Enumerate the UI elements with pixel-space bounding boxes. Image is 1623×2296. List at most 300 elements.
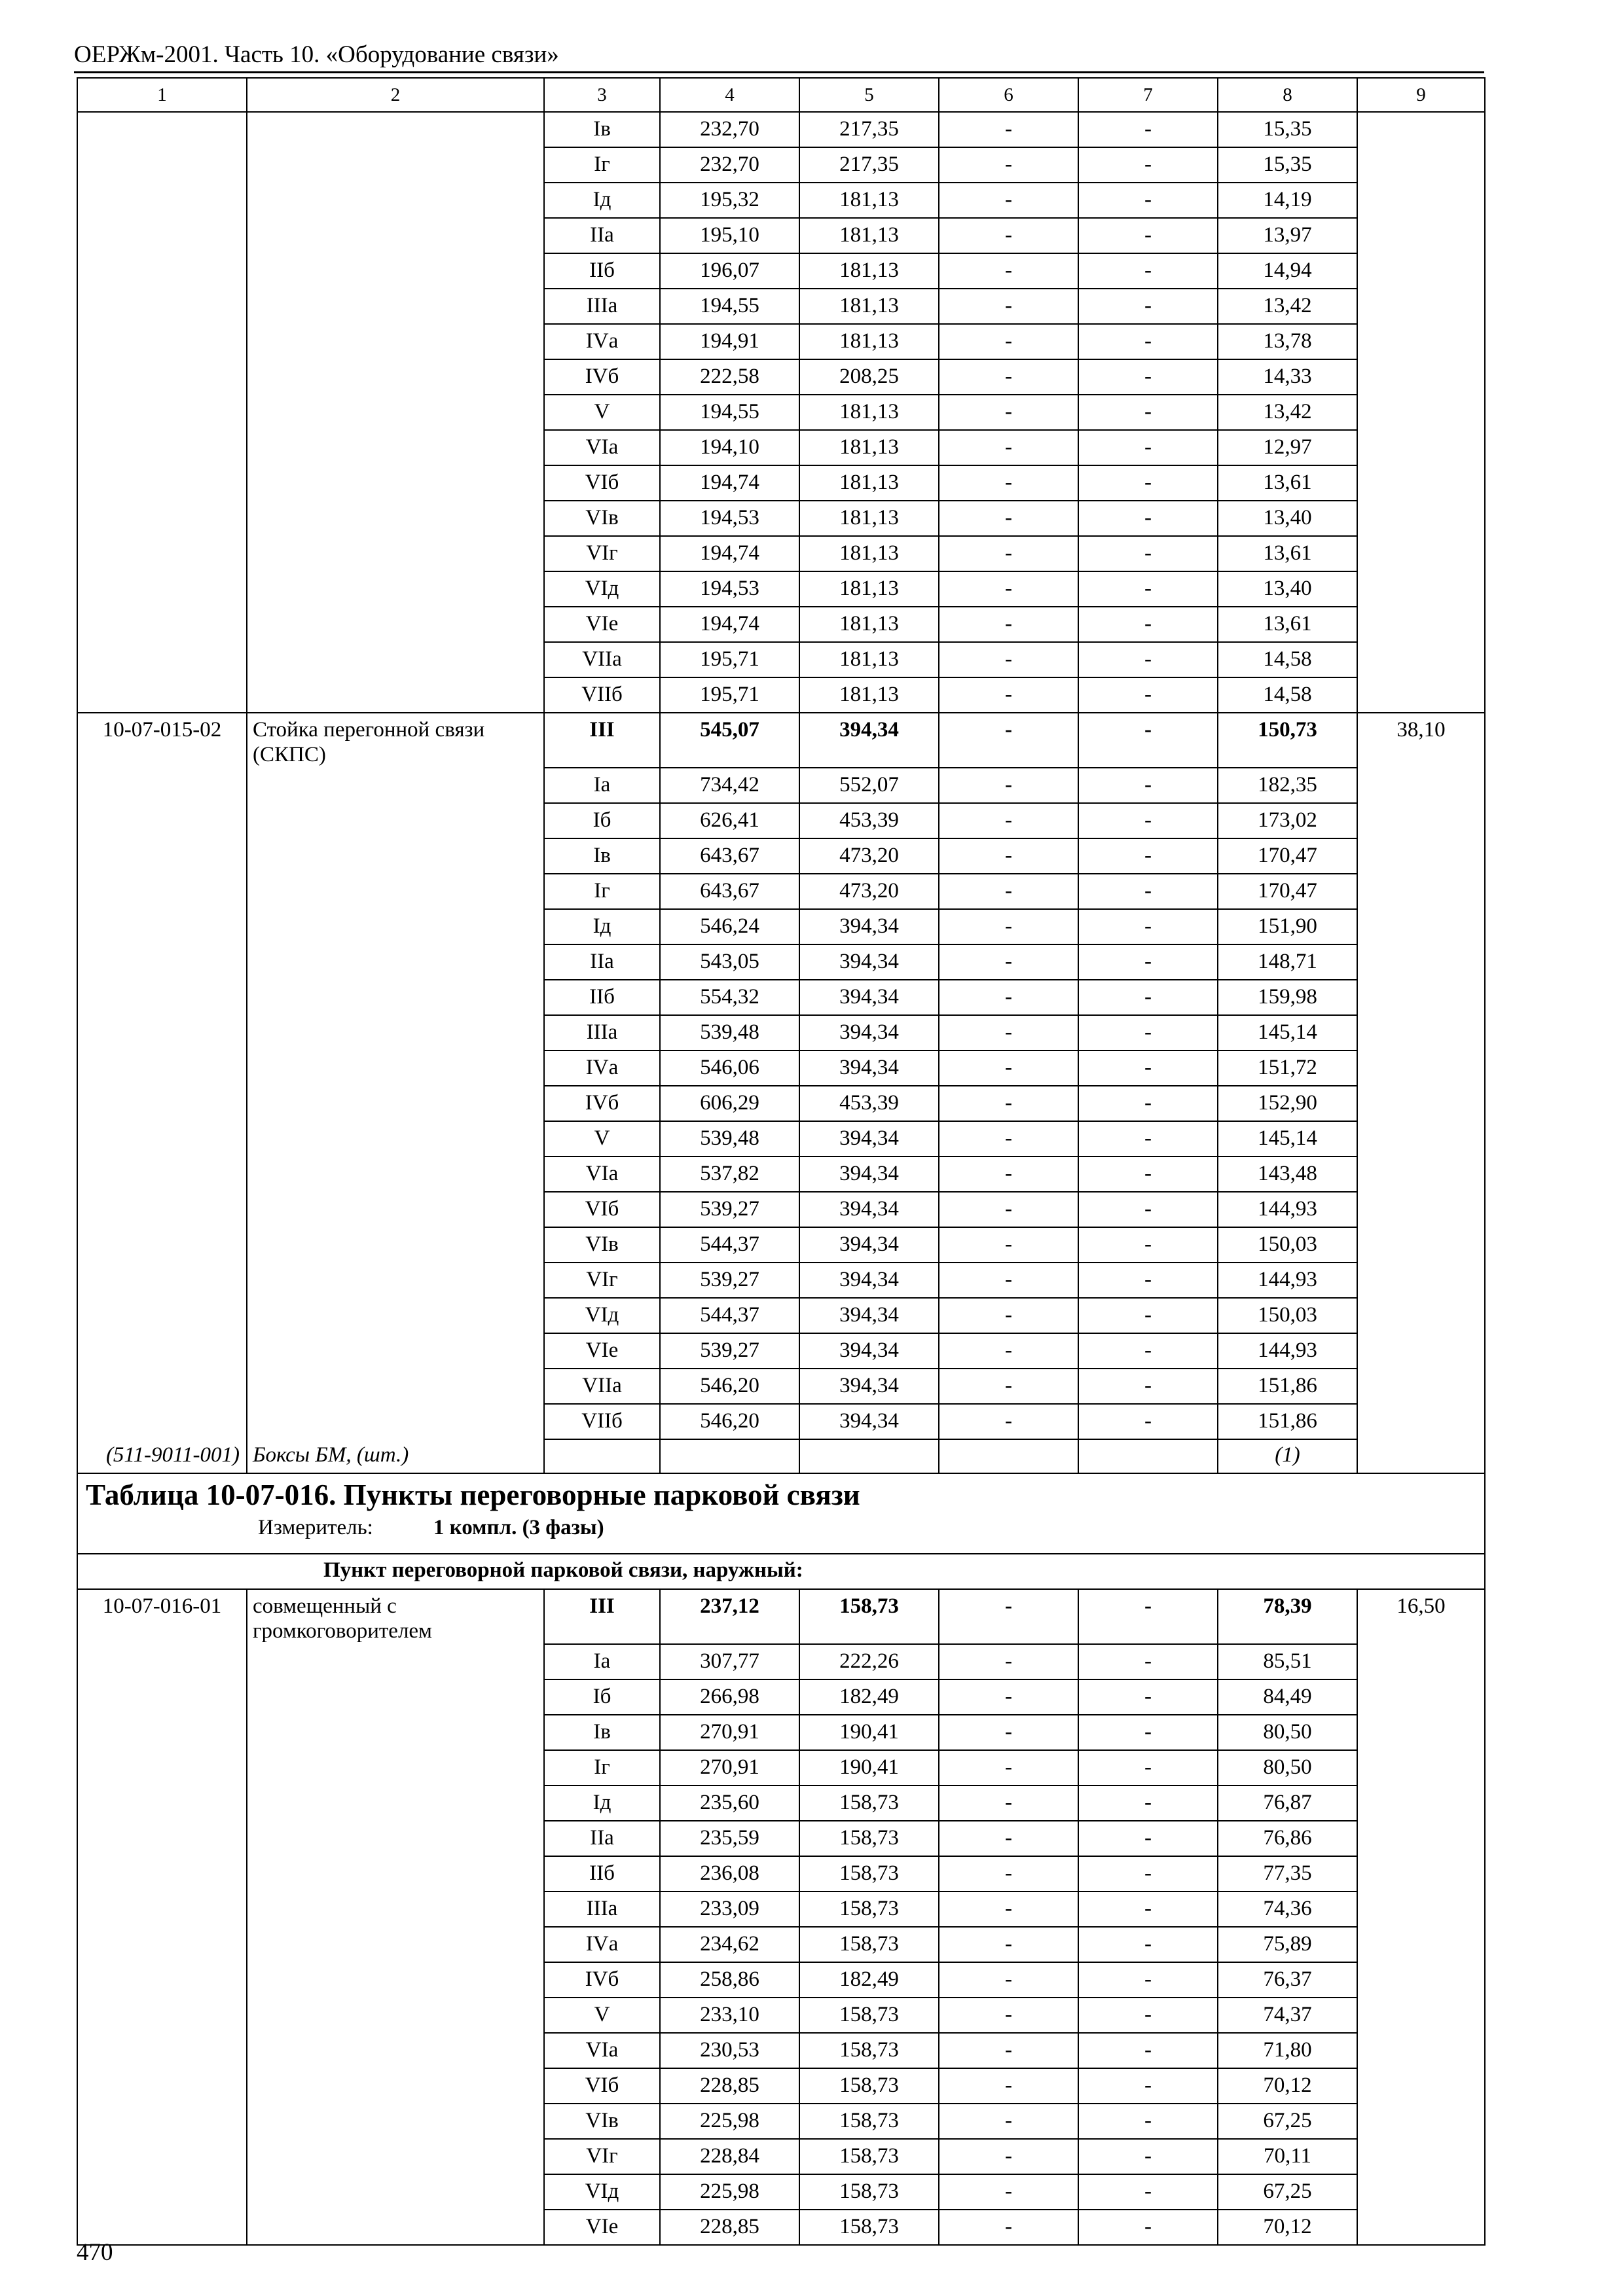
rate-name	[247, 677, 544, 713]
rate-code	[77, 803, 247, 838]
labor-cost: 394,34	[799, 980, 939, 1015]
zone-code: VIб	[544, 1192, 660, 1227]
machine-cost: -	[939, 1227, 1078, 1263]
rate-name	[247, 1333, 544, 1369]
machinist-cost: -	[1078, 1192, 1218, 1227]
empty-cell	[1078, 1439, 1218, 1473]
machinist-cost: -	[1078, 324, 1218, 359]
rate-code	[77, 147, 247, 183]
machinist-cost: -	[1078, 677, 1218, 713]
zone-code: Iд	[544, 909, 660, 944]
rate-name	[247, 2174, 544, 2210]
machine-cost: -	[939, 2139, 1078, 2174]
rate-name	[247, 465, 544, 501]
rate-code	[77, 1086, 247, 1121]
machinist-cost: -	[1078, 1998, 1218, 2033]
total-cost: 225,98	[660, 2174, 799, 2210]
zone-code: Iа	[544, 1644, 660, 1679]
rate-code	[77, 1369, 247, 1404]
machine-cost: -	[939, 1644, 1078, 1679]
machinist-cost: -	[1078, 713, 1218, 768]
rate-name	[247, 2104, 544, 2139]
material-cost: 70,11	[1218, 2139, 1357, 2174]
zone-code: VIа	[544, 1157, 660, 1192]
rate-name	[247, 1785, 544, 1821]
total-cost: 539,27	[660, 1263, 799, 1298]
labor-hours: 38,10	[1357, 713, 1485, 768]
machinist-cost: -	[1078, 607, 1218, 642]
labor-cost: 453,39	[799, 1086, 939, 1121]
rate-name	[247, 1856, 544, 1892]
rate-code	[77, 1263, 247, 1298]
rate-code	[77, 1192, 247, 1227]
machine-cost: -	[939, 677, 1078, 713]
labor-hours	[1357, 2068, 1485, 2104]
rate-code	[77, 501, 247, 536]
rate-name	[247, 944, 544, 980]
rate-name	[247, 2139, 544, 2174]
table-row	[77, 713, 1485, 768]
table-row	[77, 359, 1485, 395]
labor-hours	[1357, 642, 1485, 677]
total-cost: 643,67	[660, 838, 799, 874]
machine-cost: -	[939, 1715, 1078, 1750]
zone-code: IVб	[544, 1962, 660, 1998]
column-number: 6	[939, 78, 1078, 112]
zone-code: Iд	[544, 183, 660, 218]
rate-name	[247, 1892, 544, 1927]
labor-cost: 394,34	[799, 1333, 939, 1369]
rate-name	[247, 1157, 544, 1192]
material-cost: 13,42	[1218, 395, 1357, 430]
rate-name	[247, 1298, 544, 1333]
machinist-cost: -	[1078, 944, 1218, 980]
zone-code: VIIб	[544, 677, 660, 713]
table-row	[77, 1192, 1485, 1227]
labor-cost: 158,73	[799, 2068, 939, 2104]
rate-code	[77, 677, 247, 713]
labor-hours	[1357, 1821, 1485, 1856]
machine-cost: -	[939, 874, 1078, 909]
labor-cost: 394,34	[799, 1157, 939, 1192]
labor-cost: 394,34	[799, 1263, 939, 1298]
rate-code	[77, 359, 247, 395]
table-row	[77, 571, 1485, 607]
zone-code: V	[544, 1998, 660, 2033]
total-cost: 546,20	[660, 1369, 799, 1404]
machinist-cost: -	[1078, 2174, 1218, 2210]
table-row	[77, 430, 1485, 465]
material-cost: 150,03	[1218, 1298, 1357, 1333]
zone-code: VIд	[544, 1298, 660, 1333]
labor-cost: 158,73	[799, 1856, 939, 1892]
labor-cost: 394,34	[799, 944, 939, 980]
material-cost: 70,12	[1218, 2210, 1357, 2245]
labor-cost: 394,34	[799, 1404, 939, 1439]
labor-cost: 158,73	[799, 1927, 939, 1962]
rate-code	[77, 1892, 247, 1927]
zone-code: VIд	[544, 2174, 660, 2210]
column-number: 9	[1357, 78, 1485, 112]
resource-code: (511-9011-001)	[77, 1439, 247, 1473]
labor-hours	[1357, 2033, 1485, 2068]
page-number: 470	[77, 2239, 113, 2266]
table-row	[77, 1589, 1485, 1644]
machinist-cost: -	[1078, 803, 1218, 838]
table-row	[77, 1679, 1485, 1715]
column-number: 8	[1218, 78, 1357, 112]
machine-cost: -	[939, 838, 1078, 874]
rate-code	[77, 874, 247, 909]
rate-code	[77, 1962, 247, 1998]
rate-code	[77, 1679, 247, 1715]
labor-hours	[1357, 803, 1485, 838]
rate-code	[77, 2104, 247, 2139]
machine-cost: -	[939, 2104, 1078, 2139]
rate-name	[247, 324, 544, 359]
rate-name	[247, 112, 544, 147]
rate-code	[77, 1404, 247, 1439]
material-cost: 148,71	[1218, 944, 1357, 980]
labor-cost: 394,34	[799, 1121, 939, 1157]
labor-cost: 181,13	[799, 289, 939, 324]
zone-code: Iв	[544, 112, 660, 147]
column-number: 1	[77, 78, 247, 112]
total-cost: 228,85	[660, 2210, 799, 2245]
table-title-row	[77, 1473, 1485, 1554]
zone-code: IVб	[544, 1086, 660, 1121]
machine-cost: -	[939, 1121, 1078, 1157]
total-cost: 233,10	[660, 1998, 799, 2033]
machine-cost: -	[939, 1263, 1078, 1298]
total-cost: 232,70	[660, 112, 799, 147]
labor-hours	[1357, 1050, 1485, 1086]
machinist-cost: -	[1078, 1785, 1218, 1821]
rate-code	[77, 536, 247, 571]
labor-cost: 394,34	[799, 1369, 939, 1404]
total-cost: 230,53	[660, 2033, 799, 2068]
rate-name	[247, 1927, 544, 1962]
material-cost: 145,14	[1218, 1121, 1357, 1157]
machinist-cost: -	[1078, 1750, 1218, 1785]
labor-cost: 394,34	[799, 713, 939, 768]
machinist-cost: -	[1078, 874, 1218, 909]
zone-code: VIе	[544, 1333, 660, 1369]
rate-code	[77, 1050, 247, 1086]
table-row	[77, 1015, 1485, 1050]
machinist-cost: -	[1078, 465, 1218, 501]
rate-name: Стойка перегонной связи (СКПС)	[247, 713, 544, 768]
zone-code: Iв	[544, 838, 660, 874]
column-number: 5	[799, 78, 939, 112]
material-cost: 15,35	[1218, 147, 1357, 183]
machine-cost: -	[939, 430, 1078, 465]
table-row	[77, 501, 1485, 536]
material-cost: 144,93	[1218, 1192, 1357, 1227]
rate-name	[247, 1962, 544, 1998]
machine-cost: -	[939, 803, 1078, 838]
rate-name	[247, 768, 544, 803]
rate-code	[77, 1927, 247, 1962]
material-cost: 145,14	[1218, 1015, 1357, 1050]
labor-hours	[1357, 1962, 1485, 1998]
material-cost: 151,90	[1218, 909, 1357, 944]
material-cost: 151,86	[1218, 1369, 1357, 1404]
labor-cost: 181,13	[799, 430, 939, 465]
labor-hours	[1357, 2139, 1485, 2174]
machinist-cost: -	[1078, 1589, 1218, 1644]
labor-hours	[1357, 1157, 1485, 1192]
labor-cost: 473,20	[799, 874, 939, 909]
machinist-cost: -	[1078, 2139, 1218, 2174]
rate-name	[247, 2210, 544, 2245]
material-cost: 159,98	[1218, 980, 1357, 1015]
material-cost: 76,37	[1218, 1962, 1357, 1998]
machine-cost: -	[939, 944, 1078, 980]
labor-hours	[1357, 1263, 1485, 1298]
machinist-cost: -	[1078, 1962, 1218, 1998]
total-cost: 546,24	[660, 909, 799, 944]
material-cost: 143,48	[1218, 1157, 1357, 1192]
labor-hours	[1357, 1927, 1485, 1962]
labor-cost: 158,73	[799, 1998, 939, 2033]
table-row	[77, 1050, 1485, 1086]
labor-cost: 181,13	[799, 677, 939, 713]
total-cost: 196,07	[660, 253, 799, 289]
total-cost: 194,55	[660, 289, 799, 324]
machine-cost: -	[939, 1589, 1078, 1644]
zone-code: IVа	[544, 324, 660, 359]
total-cost: 195,10	[660, 218, 799, 253]
total-cost: 544,37	[660, 1298, 799, 1333]
labor-cost: 158,73	[799, 1785, 939, 1821]
rate-code	[77, 395, 247, 430]
machinist-cost: -	[1078, 1679, 1218, 1715]
labor-hours	[1357, 1121, 1485, 1157]
rate-name	[247, 1050, 544, 1086]
zone-code: IIIа	[544, 1015, 660, 1050]
material-cost: 67,25	[1218, 2104, 1357, 2139]
table-row	[77, 1821, 1485, 1856]
material-cost: 151,86	[1218, 1404, 1357, 1439]
table-row	[77, 642, 1485, 677]
machine-cost: -	[939, 1015, 1078, 1050]
material-cost: 144,93	[1218, 1333, 1357, 1369]
table-row	[77, 1715, 1485, 1750]
rate-name	[247, 1821, 544, 1856]
zone-code: VIд	[544, 571, 660, 607]
zone-code: VIа	[544, 2033, 660, 2068]
machine-cost: -	[939, 536, 1078, 571]
machine-cost: -	[939, 2174, 1078, 2210]
total-cost: 236,08	[660, 1856, 799, 1892]
labor-hours	[1357, 1404, 1485, 1439]
machine-cost: -	[939, 980, 1078, 1015]
total-cost: 235,59	[660, 1821, 799, 1856]
machinist-cost: -	[1078, 1298, 1218, 1333]
machinist-cost: -	[1078, 2104, 1218, 2139]
material-cost: 13,78	[1218, 324, 1357, 359]
total-cost: 222,58	[660, 359, 799, 395]
rate-name	[247, 536, 544, 571]
machinist-cost: -	[1078, 289, 1218, 324]
zone-code: IIа	[544, 944, 660, 980]
zone-code: Iг	[544, 874, 660, 909]
rate-code	[77, 1821, 247, 1856]
rate-name	[247, 183, 544, 218]
zone-code: IIIа	[544, 289, 660, 324]
labor-cost: 190,41	[799, 1715, 939, 1750]
material-cost: 74,36	[1218, 1892, 1357, 1927]
table-row	[77, 1644, 1485, 1679]
zone-code: III	[544, 713, 660, 768]
rate-code	[77, 1121, 247, 1157]
table-row	[77, 324, 1485, 359]
total-cost: 606,29	[660, 1086, 799, 1121]
labor-hours	[1357, 1679, 1485, 1715]
labor-cost: 394,34	[799, 1050, 939, 1086]
meter-value: 1 компл. (3 фазы)	[433, 1516, 604, 1539]
material-cost: 152,90	[1218, 1086, 1357, 1121]
zone-code: V	[544, 1121, 660, 1157]
total-cost: 232,70	[660, 147, 799, 183]
machinist-cost: -	[1078, 430, 1218, 465]
rate-name	[247, 1998, 544, 2033]
material-cost: 144,93	[1218, 1263, 1357, 1298]
rate-name	[247, 874, 544, 909]
machinist-cost: -	[1078, 642, 1218, 677]
total-cost: 194,10	[660, 430, 799, 465]
machinist-cost: -	[1078, 536, 1218, 571]
zone-code: VIа	[544, 430, 660, 465]
zone-code: Iб	[544, 1679, 660, 1715]
machine-cost: -	[939, 607, 1078, 642]
machinist-cost: -	[1078, 359, 1218, 395]
machinist-cost: -	[1078, 1715, 1218, 1750]
total-cost: 643,67	[660, 874, 799, 909]
table-row	[77, 1227, 1485, 1263]
table-row	[77, 112, 1485, 147]
rate-code	[77, 1227, 247, 1263]
table-row	[77, 1892, 1485, 1927]
machine-cost: -	[939, 1927, 1078, 1962]
zone-code: VIIа	[544, 1369, 660, 1404]
zone-code: VIб	[544, 465, 660, 501]
machinist-cost: -	[1078, 1821, 1218, 1856]
labor-hours	[1357, 1892, 1485, 1927]
table-row	[77, 838, 1485, 874]
zone-code: IIб	[544, 980, 660, 1015]
rate-code	[77, 909, 247, 944]
rate-code	[77, 944, 247, 980]
machinist-cost: -	[1078, 838, 1218, 874]
material-cost: 14,58	[1218, 642, 1357, 677]
labor-hours	[1357, 571, 1485, 607]
material-cost: 151,72	[1218, 1050, 1357, 1086]
total-cost: 734,42	[660, 768, 799, 803]
header-rule	[74, 71, 1484, 73]
machine-cost: -	[939, 768, 1078, 803]
labor-hours	[1357, 1785, 1485, 1821]
machinist-cost: -	[1078, 2033, 1218, 2068]
meter-label: Измеритель:	[258, 1516, 373, 1539]
machine-cost: -	[939, 112, 1078, 147]
material-cost: 170,47	[1218, 838, 1357, 874]
labor-cost: 453,39	[799, 803, 939, 838]
rate-name	[247, 1263, 544, 1298]
total-cost: 539,27	[660, 1333, 799, 1369]
machinist-cost: -	[1078, 1644, 1218, 1679]
labor-cost: 394,34	[799, 1298, 939, 1333]
table-row	[77, 1927, 1485, 1962]
labor-cost: 181,13	[799, 218, 939, 253]
total-cost: 546,20	[660, 1404, 799, 1439]
labor-hours	[1357, 1715, 1485, 1750]
material-cost: 70,12	[1218, 2068, 1357, 2104]
machine-cost: -	[939, 1333, 1078, 1369]
total-cost: 554,32	[660, 980, 799, 1015]
total-cost: 544,37	[660, 1227, 799, 1263]
machine-cost: -	[939, 465, 1078, 501]
zone-code: IIб	[544, 253, 660, 289]
total-cost: 545,07	[660, 713, 799, 768]
machinist-cost: -	[1078, 2068, 1218, 2104]
zone-code: VIг	[544, 536, 660, 571]
zone-code: IVа	[544, 1927, 660, 1962]
labor-cost: 217,35	[799, 147, 939, 183]
table-row	[77, 1750, 1485, 1785]
rates-table	[77, 77, 1486, 2246]
zone-code: IVб	[544, 359, 660, 395]
rate-code	[77, 2033, 247, 2068]
labor-hours	[1357, 2104, 1485, 2139]
labor-cost: 158,73	[799, 1892, 939, 1927]
labor-hours	[1357, 253, 1485, 289]
labor-cost: 158,73	[799, 2210, 939, 2245]
table-row	[77, 2139, 1485, 2174]
machinist-cost: -	[1078, 1404, 1218, 1439]
labor-hours	[1357, 1086, 1485, 1121]
zone-code: IVа	[544, 1050, 660, 1086]
labor-hours	[1357, 359, 1485, 395]
zone-code: Iг	[544, 147, 660, 183]
rate-code	[77, 1333, 247, 1369]
rate-code	[77, 2174, 247, 2210]
rate-name	[247, 909, 544, 944]
total-cost: 539,48	[660, 1121, 799, 1157]
labor-cost: 394,34	[799, 909, 939, 944]
labor-hours	[1357, 1015, 1485, 1050]
labor-hours	[1357, 465, 1485, 501]
total-cost: 546,06	[660, 1050, 799, 1086]
machine-cost: -	[939, 218, 1078, 253]
machinist-cost: -	[1078, 980, 1218, 1015]
machine-cost: -	[939, 571, 1078, 607]
table-row	[77, 677, 1485, 713]
rate-code	[77, 324, 247, 359]
rate-name	[247, 1086, 544, 1121]
material-cost: 14,33	[1218, 359, 1357, 395]
material-cost: 71,80	[1218, 2033, 1357, 2068]
machine-cost: -	[939, 1404, 1078, 1439]
machine-cost: -	[939, 1750, 1078, 1785]
machine-cost: -	[939, 1998, 1078, 2033]
rate-name	[247, 1404, 544, 1439]
material-cost: 80,50	[1218, 1715, 1357, 1750]
table-row	[77, 395, 1485, 430]
material-cost: 13,40	[1218, 571, 1357, 607]
labor-cost: 181,13	[799, 465, 939, 501]
